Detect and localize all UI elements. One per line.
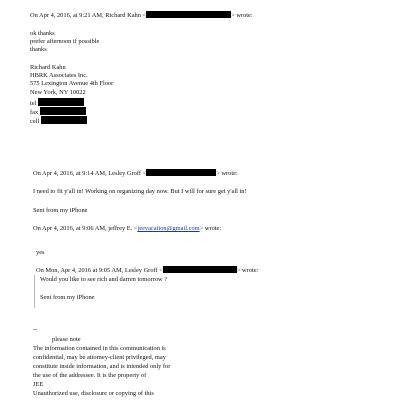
footer-note-title: please note [52,336,81,343]
signature-cell [30,116,87,126]
reply2-body: I need to fit y'all in! Working on organizing day now. But I will for sure get y'all in! [33,188,247,195]
reply3-header [33,225,221,233]
redacted-email-block [146,11,231,18]
signature-cell-label: cell [30,118,40,125]
reply3-header-suffix: > wrote: [199,225,222,232]
quote-bar [34,275,35,308]
reply3-body: yes [36,249,45,256]
reply1-line-1: ok thanks [30,30,55,37]
footer-line-1: The information contained in this communication is [33,345,166,352]
reply3-email-link[interactable]: jeevacation@gmail.com [137,225,200,232]
reply1-header-prefix: On Apr 4, 2016, at 9:21 AM, Richard Kahn < [30,12,147,19]
reply1-line-3: thanks [30,46,47,53]
reply4-header-prefix: On Mon, Apr 4, 2016 at 9:05 AM, Lesley Groff < [36,267,163,274]
reply3-header-prefix: On Apr 4, 2016, at 9:06 AM, jeffrey E. < [33,225,138,232]
signature-name: Richard Kahn [30,64,66,71]
redacted-email-block [146,169,216,176]
reply4-body: Would you like to see rich and darren tomorrow ? [40,276,168,283]
footer-line-2: confidential, may be attorney-client privileged, may [33,354,166,361]
redacted-email-block [163,266,237,273]
footer-line-5: JEE [33,381,44,388]
signature-company: HBRK Associates Inc. [30,72,88,79]
reply2-sent-from: Sent from my iPhone [33,207,88,214]
footer-dashes: -- [33,326,38,333]
reply2-header-prefix: On Apr 4, 2016, at 9:14 AM, Lesley Groff < [33,170,147,177]
redacted-fax-block [40,107,86,115]
signature-fax-label: fax [30,109,39,116]
reply4-header-suffix: > wrote: [236,267,259,274]
reply4-header [36,266,258,275]
signature-address-2: New York, NY 10022 [30,89,86,96]
reply4-sent-from: Sent from my iPhone [40,294,95,301]
reply1-header-suffix: > wrote: [231,12,253,19]
footer-line-4: the use of the addressee. It is the property of [33,372,147,379]
footer-line-6: Unauthorized use, disclosure or copying of this [33,390,154,397]
signature-address-1: 575 Lexington Avenue 4th Floor [30,80,114,87]
reply2-header-suffix: > wrote: [216,170,238,177]
signature-tel-label: tel [30,100,37,107]
reply1-header [30,11,253,20]
reply1-line-2: prefer afternoon if possible [30,38,100,45]
footer-line-3: constitute inside information, and is intended only for [33,363,171,370]
redacted-phone-block [38,98,84,106]
reply2-header [33,169,238,178]
redacted-cell-block [41,116,87,124]
